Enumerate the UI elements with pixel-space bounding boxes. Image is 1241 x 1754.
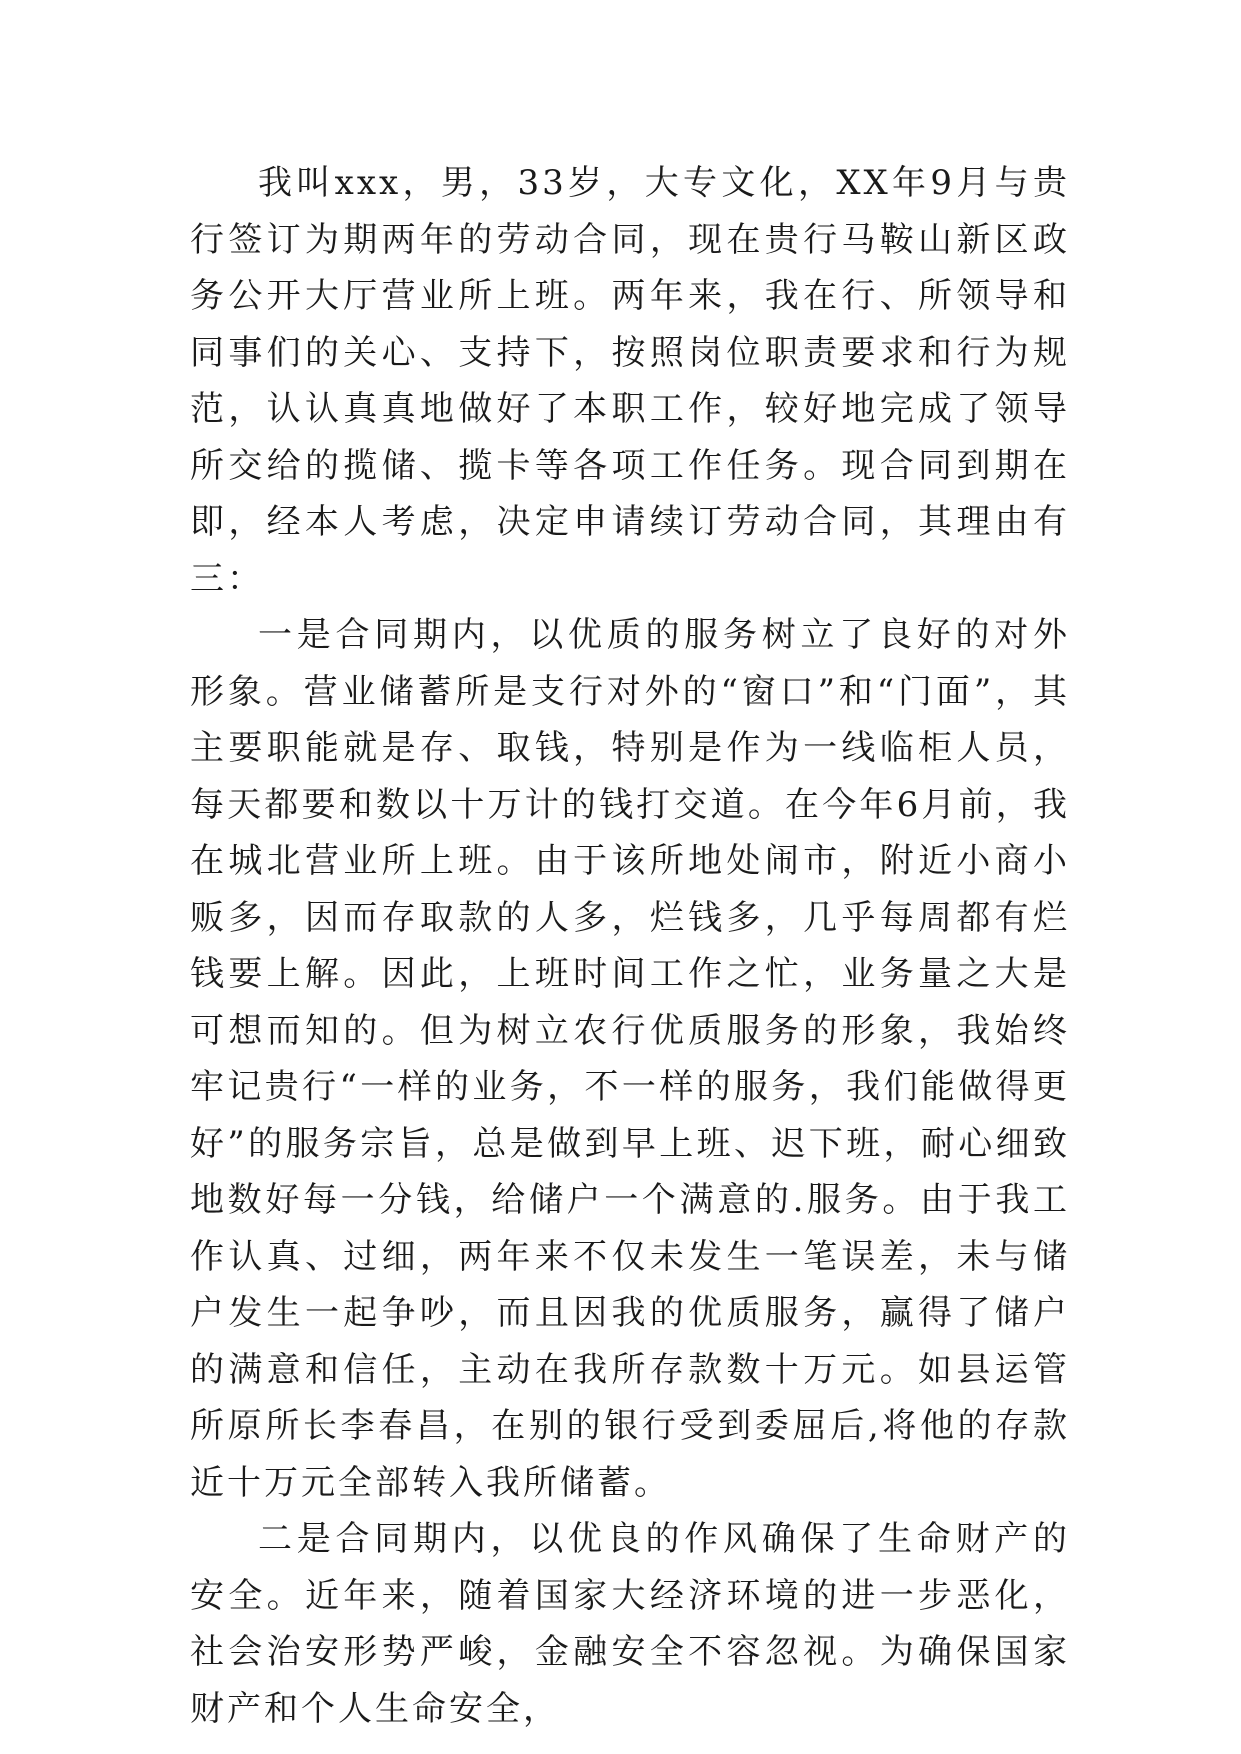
paragraph-2: 一是合同期内，以优质的服务树立了良好的对外形象。营业储蓄所是支行对外的“窗口”和“门面”，其主要职能就是存、取钱，特别是作为一线临柜人员，每天都要和数以十万计的钱打交道。在今年6月前，我在城北营业所上班。由于该所地处闹市，附近小商小贩多，因而存取款的人多，烂钱多，几乎每周都有烂钱要上解。因此，上班时间工作之忙，业务量之大是可想而知的。但为树立农行优质服务的形象，我始终牢记贵行“一样的业务，不一样的服务，我们能做得更好”的服务宗旨，总是做到早上班、迟下班，耐心细致地数好每一分钱，给储户一个满意的.服务。由于我工作认真、过细，两年来不仅未发生一笔误差，未与储户发生一起争吵，而且因我的优质服务，赢得了储户的满意和信任，主动在我所存款数十万元。如县运管所原所长李春昌，在别的银行受到委屈后,将他的存款近十万元全部转入我所储蓄。: [190, 615, 1070, 1503]
paragraph-3: 二是合同期内，以优良的作风确保了生命财产的安全。近年来，随着国家大经济环境的进一步恶化，社会治安形势严峻，金融安全不容忽视。为确保国家财产和个人生命安全，: [190, 1519, 1070, 1729]
document-body: [190, 155, 1070, 1737]
paragraph-1: 我叫xxx，男，33岁，大专文化，XX年9月与贵行签订为期两年的劳动合同，现在贵行马鞍山新区政务公开大厅营业所上班。两年来，我在行、所领导和同事们的关心、支持下，按照岗位职责要求和行为规范，认认真真地做好了本职工作，较好地完成了领导所交给的揽储、揽卡等各项工作任务。现合同到期在即，经本人考虑，决定申请续订劳动合同，其理由有三：: [190, 163, 1070, 599]
